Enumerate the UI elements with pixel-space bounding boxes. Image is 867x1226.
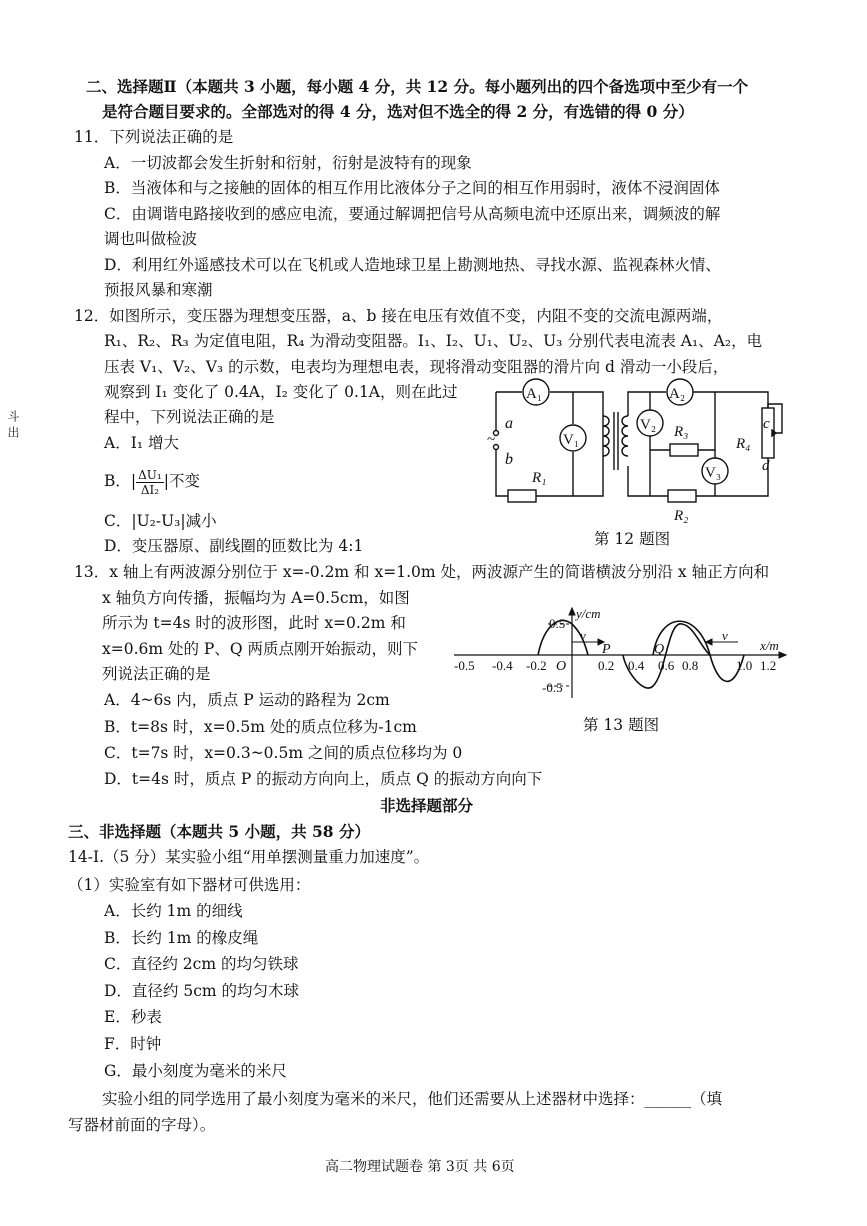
label-v2: V₂ [640, 417, 657, 433]
q13-stem-line2: x 轴负方向传播，振幅均为 A=0.5cm，如图 [102, 589, 410, 607]
q13-stem-line3: 所示为 t=4s 时的波形图，此时 x=0.2m 和 [102, 614, 406, 632]
q14-item: D．直径约 5cm 的均匀木球 [104, 981, 300, 1000]
label-r3: R₃ [674, 424, 689, 440]
q12-circuit-figure [478, 378, 808, 528]
q12-option-a: A．I₁ 增大 [104, 434, 179, 452]
x-tick-label: -0.5 [454, 658, 475, 673]
label-a: a [505, 415, 513, 432]
label-v1: V₁ [563, 432, 580, 448]
label-Q: Q [654, 642, 665, 657]
q13-option-a: A．4~6s 内，质点 P 运动的路程为 2cm [104, 691, 390, 709]
q12-option-b-prefix: B．| [104, 472, 137, 490]
q12-option-d: D．变压器原、副线圈的匝数比为 4:1 [104, 537, 364, 555]
right-v-label: v [722, 628, 728, 643]
x-tick-label: 1.2 [760, 658, 777, 673]
q12-stem-line4: 观察到 I₁ 变化了 0.4A，I₂ 变化了 0.1A，则在此过 [104, 383, 458, 401]
x-tick-labels [454, 658, 776, 673]
x-tick-label: 0.2 [598, 658, 615, 673]
resistor-r1 [508, 490, 536, 502]
q13-figure-caption: 第 13 题图 [583, 716, 660, 734]
q13-option-b: B．t=8s 时，x=0.5m 处的质点位移为-1cm [104, 718, 417, 736]
q13-wave-figure [448, 600, 798, 700]
resistor-r3 [670, 444, 698, 456]
margin-mark: 斗 出 [6, 410, 20, 438]
transformer-core [614, 412, 618, 470]
left-v-label: v [580, 628, 586, 643]
q12-stem-line3: 压表 V₁、V₂、V₃ 的示数，电表均为理想电表，现将滑动变阻器的滑片向 d 滑动一小段后， [104, 358, 729, 376]
q12-fraction-denominator: ΔI₂ [140, 482, 160, 497]
section2-header-line1: 二、选择题Ⅱ（本题共 3 小题，每小题 4 分，共 12 分。每小题列出的四个备选项中至少有一个 [86, 77, 749, 96]
x-tick-label: 1.0 [736, 658, 753, 673]
q12-stem-line1: 12．如图所示，变压器为理想变压器，a、b 接在电压有效值不变，内阻不变的交流电源两端， [74, 307, 723, 325]
q14-sub1: （1）实验室有如下器材可供选用： [68, 876, 311, 894]
q13-option-c: C．t=7s 时，x=0.3~0.5m 之间的质点位移均为 0 [104, 744, 463, 762]
label-c: c [763, 416, 770, 432]
q14-item: B．长约 1m 的橡皮绳 [104, 928, 259, 947]
page-footer: 高二物理试题卷 第 3页 共 6页 [325, 1159, 515, 1175]
q14-item: C．直径约 2cm 的均匀铁球 [104, 955, 299, 974]
q12-fraction-numerator: ΔU₁ [138, 467, 162, 482]
section3-header: 三、非选择题（本题共 5 小题，共 58 分） [68, 822, 370, 841]
q13-stem-line5: 列说法正确的是 [102, 665, 211, 683]
right-wave [623, 624, 710, 688]
x-tick-label: -0.2 [526, 658, 547, 673]
q11-option-a: A．一切波都会发生折射和衍射，衍射是波特有的现象 [104, 154, 472, 172]
x-tick-label: -0.4 [492, 658, 513, 673]
label-r4: R₄ [736, 436, 751, 452]
q12-stem-line5: 程中，下列说法正确的是 [104, 408, 275, 426]
q13-stem-line1: 13．x 轴上有两波源分别位于 x=-0.2m 和 x=1.0m 处，两波源产生的简谐横波分别沿 x 轴正方向和 [74, 563, 770, 581]
q14-item: A．长约 1m 的细线 [104, 902, 243, 920]
q11-option-c-line1: C．由调谐电路接收到的感应电流，要通过解调把信号从高频电流中还原出来，调频波的解 [104, 205, 721, 223]
q14-fill-line2: 写器材前面的字母）。 [68, 1116, 216, 1134]
q14-title: 14-Ⅰ.（5 分）某实验小组“用单摆测量重力加速度”。 [68, 848, 430, 866]
label-d: d [762, 458, 770, 474]
non-choice-heading: 非选择题部分 [380, 796, 474, 815]
q13-stem-line4: x=0.6m 处的 P、Q 两质点刚开始振动，则下 [102, 640, 418, 658]
q12-option-c: C．|U₂-U₃|减小 [104, 512, 217, 530]
q14-fill-line1: 实验小组的同学选用了最小刻度为毫米的米尺，他们还需要从上述器材中选择：______（填 [102, 1090, 723, 1108]
label-tilde: ~ [487, 432, 496, 448]
q14-item: G．最小刻度为毫米的米尺 [104, 1061, 287, 1080]
q14-item: E．秒表 [104, 1008, 162, 1027]
x-axis-label: x/m [760, 638, 779, 653]
x-tick-label: 0.8 [682, 658, 699, 673]
label-a2: A₂ [669, 386, 686, 402]
q12-option-b-suffix: |不变 [163, 472, 200, 490]
section2-header-line2: 是符合题目要求的。全部选对的得 4 分，选对但不选全的得 2 分，有选错的得 0 分） [102, 102, 694, 121]
resistor-r2 [668, 490, 696, 502]
x-tick-label: 0.4 [628, 658, 645, 673]
label-b: b [505, 451, 513, 468]
label-O: O [556, 659, 567, 674]
q12-option-b-fraction [136, 468, 164, 497]
q11-option-d-line1: D．利用红外遥感技术可以在飞机或人造地球卫星上勘测地热、寻找水源、监视森林火情、 [104, 256, 721, 274]
y-axis-label: y/cm [576, 606, 601, 621]
q11-option-d-line2: 预报风暴和寒潮 [104, 281, 213, 299]
y-tick-bottom: -0.5 [542, 680, 563, 695]
q12-figure-caption: 第 12 题图 [594, 530, 671, 548]
label-r2: R₂ [674, 508, 689, 524]
q11-option-b: B．当液体和与之接触的固体的相互作用比液体分子之间的相互作用弱时，液体不浸润固体 [104, 179, 720, 197]
y-tick-top: 0.5 [549, 616, 566, 631]
label-v3: V₃ [705, 465, 722, 481]
x-tick-label: 0.6 [658, 658, 675, 673]
q11-option-c-line2: 调也叫做检波 [104, 230, 198, 248]
q14-item: F．时钟 [104, 1035, 162, 1053]
transformer-secondary-coil [622, 416, 628, 456]
q12-option-b [104, 466, 200, 497]
label-P: P [602, 642, 611, 657]
label-a1: A₁ [526, 386, 543, 402]
label-r1: R₁ [532, 470, 547, 486]
q11-stem: 11．下列说法正确的是 [74, 128, 234, 146]
q13-option-d: D．t=4s 时，质点 P 的振动方向向上，质点 Q 的振动方向向下 [104, 770, 543, 788]
transformer-primary-coil [603, 416, 609, 456]
q12-stem-line2: R₁、R₂、R₃ 为定值电阻，R₄ 为滑动变阻器。I₁、I₂、U₁、U₂、U₃ 分别代表电流表 A₁、A₂，电 [104, 332, 763, 350]
